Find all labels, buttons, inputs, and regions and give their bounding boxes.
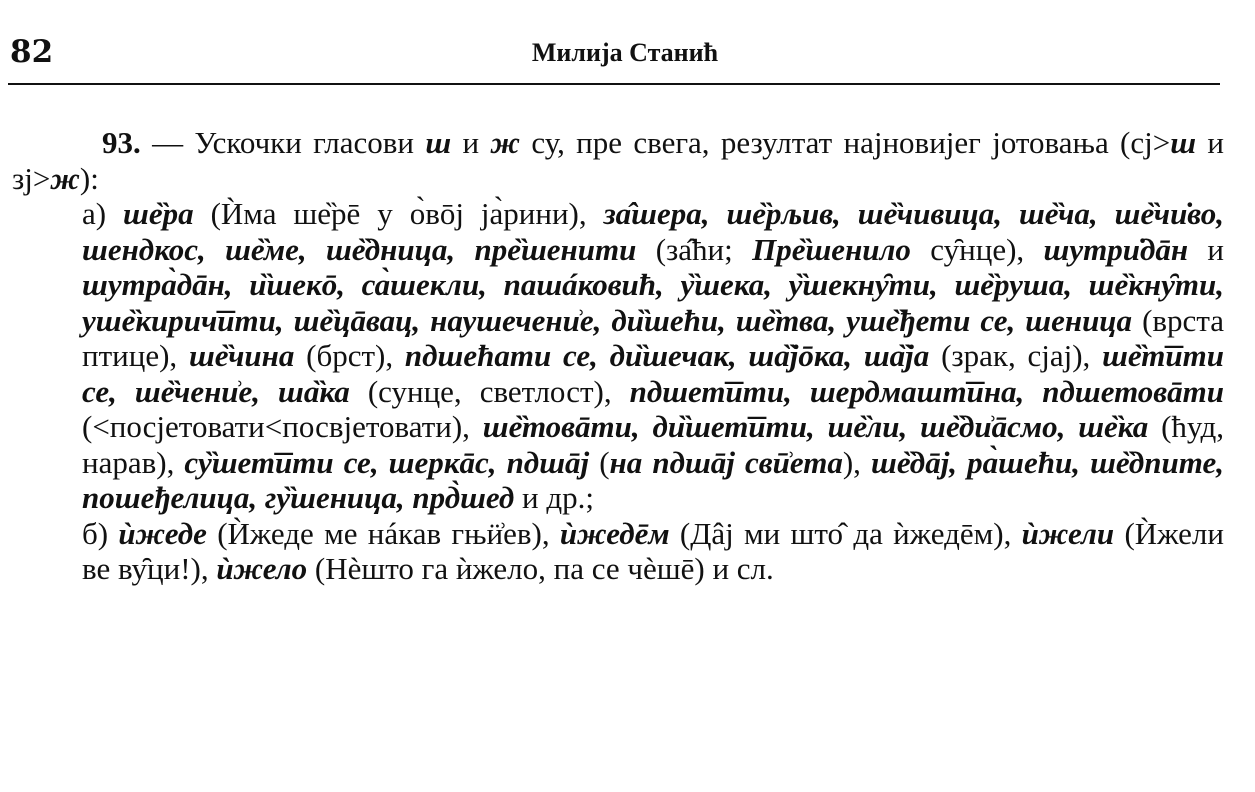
example-word: ѝжели [1021,515,1115,551]
header-rule [8,83,1220,85]
running-title: Милија Станић [531,38,719,67]
plain-text: (ћуд, нарав), [82,409,1224,480]
plain-text: (врста птице), [82,302,1224,373]
plain-text: (брст), [294,338,405,373]
plain-text: (Нѐшто га ѝжело, па се чѐшē) и сл. [307,551,774,586]
example-word: Пре̏шенило [752,231,911,267]
example-letter-sh: ш [1170,125,1197,160]
example-word: шутра̀дāн, и̏шекō, са̀шекли, пашáковић, у̏шека, у̏шекну̑ти, ше̏руша, ше̏кну̑ти, уше̏кирич͞ити, ше̏цāвац, наушечени͗е, ди̏шећи, ше̏тва, уше̏ђети се, шеница [82,267,1224,338]
example-word: ше̏т͞ити се, ше̏чени͗е, ша̏ка [82,338,1224,409]
example-word: ѝжеде [118,515,207,551]
example-word: ше̏ра [123,196,194,231]
example-word: ше̏товāти, ди̏шет͞ити, ше̏ли, ше̏ди͗āсмо, ше̏ка [482,409,1149,444]
paragraph-text: — Ускочки гласови [140,125,426,160]
plain-text: (<посјетовати<посвјетовати), [82,409,483,444]
item-b [12,516,1224,587]
paragraph-text: су, пре свега, резултат најновијег јотовања (сј> [520,125,1171,160]
page-number: 82 [10,34,54,70]
page-header [0,24,1230,84]
plain-text: (Ѝжели ве ву̑ци!), [82,515,1224,586]
example-letter-zh: ж [490,125,520,160]
plain-text: ( [589,444,610,480]
example-word: ше̏дāј, ра̀шећи, ше̏дпите, пошеђелица, гу̏шеница, прд̀шед [82,444,1224,515]
plain-text: и [1188,231,1224,267]
example-letter-zh: ж [50,160,80,196]
example-word: пдшећати се, ди̏шечак, ша̏јōка, ша̏ја [404,338,930,373]
example-word: су̏шет͞ити се, шеркāс, пдшāј [184,444,590,480]
plain-text: б) [82,515,119,551]
paragraph-93 [12,125,1224,196]
paragraph-text: ): [79,160,99,196]
plain-text: и др.; [514,480,595,515]
item-a [12,196,1224,516]
example-word: шутри̇дāн [1043,231,1189,267]
example-word: пдшет͞ити, шердмашт͞ина, пдшетовāти [629,373,1224,409]
plain-text: су̑нце), [910,231,1044,267]
plain-text: (Ѝма ше̏рē у о̀вōј ја̀рини), [193,196,604,231]
plain-text: (Дâј ми што̂ да ѝжедēм), [669,515,1022,551]
plain-text: ), [842,444,871,480]
plain-text: (сунце, светлост), [349,373,630,409]
example-word: на пдшāј свӣ͗ета [609,444,843,480]
example-letter-sh: ш [425,125,452,160]
plain-text: (зрак, сјај), [929,338,1103,373]
example-word: ѝжедēм [559,515,670,551]
example-word: ше̏чина [188,338,295,373]
example-word: за̂шера, ше̏рљив, ше̏чивица, ше̏ча, ше̏чи̇во, шендкос, ше̏ме, ше̏дница, пре̏шенити [82,196,1225,267]
section-number: 93. [102,125,141,160]
plain-text: (за̂ћи; [636,231,753,267]
paragraph-text: и зј> [12,125,1224,196]
plain-text: (Ѝжеде ме нáкав гњӥ͗ев), [206,515,560,551]
plain-text: а) [82,196,124,231]
example-word: ѝжело [216,551,308,586]
paragraph-text: и [451,125,491,160]
page-body [12,125,1224,587]
